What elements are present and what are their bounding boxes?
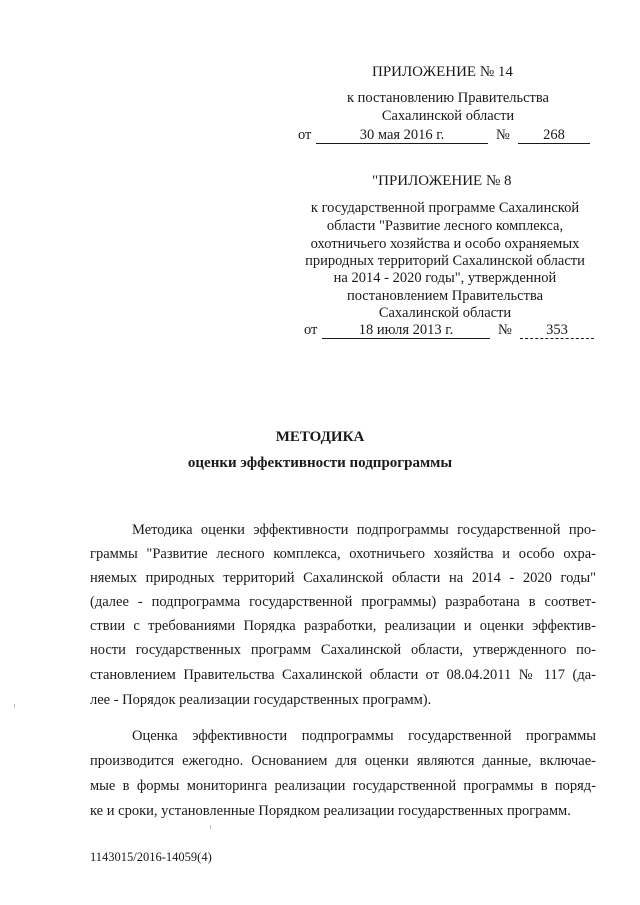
paragraph-2-line: мые в формы мониторинга реализации государственной программы в поряд- [90,778,596,794]
appendix-8-line: природных территорий Сахалинской области [305,253,585,269]
paragraph-2-line: производится ежегодно. Основанием для оценки являются данные, включае- [90,753,596,769]
appendix-14-number: 268 [518,127,590,144]
appendix-14-number-label: № [496,127,510,143]
appendix-8-line: области "Развитие лесного комплекса, [326,218,564,234]
appendix-14-date: 30 мая 2016 г. [316,127,488,144]
appendix-8-line: постановлением Правительства [346,288,544,304]
appendix-8-line: охотничьего хозяйства и особо охраняемых [310,236,580,252]
appendix-8-number: 353 [520,322,594,339]
appendix-14-title: ПРИЛОЖЕНИЕ № 14 [372,64,513,80]
appendix-8-line: Сахалинской области [378,305,512,321]
paragraph-1-line: (далее - подпрограмма государственной программы) разработана в соответ- [90,594,596,610]
paragraph-1-line: ствии с требованиями Порядка разработки, реализации и оценки эффектив- [90,618,596,634]
paragraph-1-line: няемых природных территорий Сахалинской области на 2014 - 2020 годы" [90,570,596,586]
appendix-8-date: 18 июля 2013 г. [322,322,490,339]
paragraph-1-line: лее - Порядок реализации государственных программ). [90,692,432,708]
appendix-14-line-1: к постановлению Правительства [347,90,549,106]
appendix-14-from-label: от [298,127,312,143]
scan-speck [210,825,211,829]
paragraph-2-line: Оценка эффективности подпрограммы государственной программы [132,728,596,744]
document-subtitle: оценки эффективности подпрограммы [187,455,453,471]
appendix-8-title: "ПРИЛОЖЕНИЕ № 8 [372,173,512,189]
paragraph-1-line: граммы "Развитие лесного комплекса, охотничьего хозяйства и особо охра- [90,546,596,562]
appendix-8-line: на 2014 - 2020 годы", утвержденной [333,270,557,286]
paragraph-1-line: ности государственных программ Сахалинской области, утвержденного по- [90,642,596,658]
paragraph-2-line: ке и сроки, установленные Порядком реализации государственных программ. [90,803,571,819]
document-title: МЕТОДИКА [275,429,365,445]
appendix-8-line: к государственной программе Сахалинской [310,200,580,216]
appendix-8-number-label: № [498,322,512,338]
scan-speck [14,704,15,708]
appendix-8-from-label: от [304,322,318,338]
paragraph-1-line: Методика оценки эффективности подпрограммы государственной про- [132,522,596,538]
document-footer-code: 1143015/2016-14059(4) [90,850,212,864]
appendix-14-line-2: Сахалинской области [381,108,515,124]
paragraph-1-line: становлением Правительства Сахалинской области от 08.04.2011 № 117 (да- [90,667,596,683]
